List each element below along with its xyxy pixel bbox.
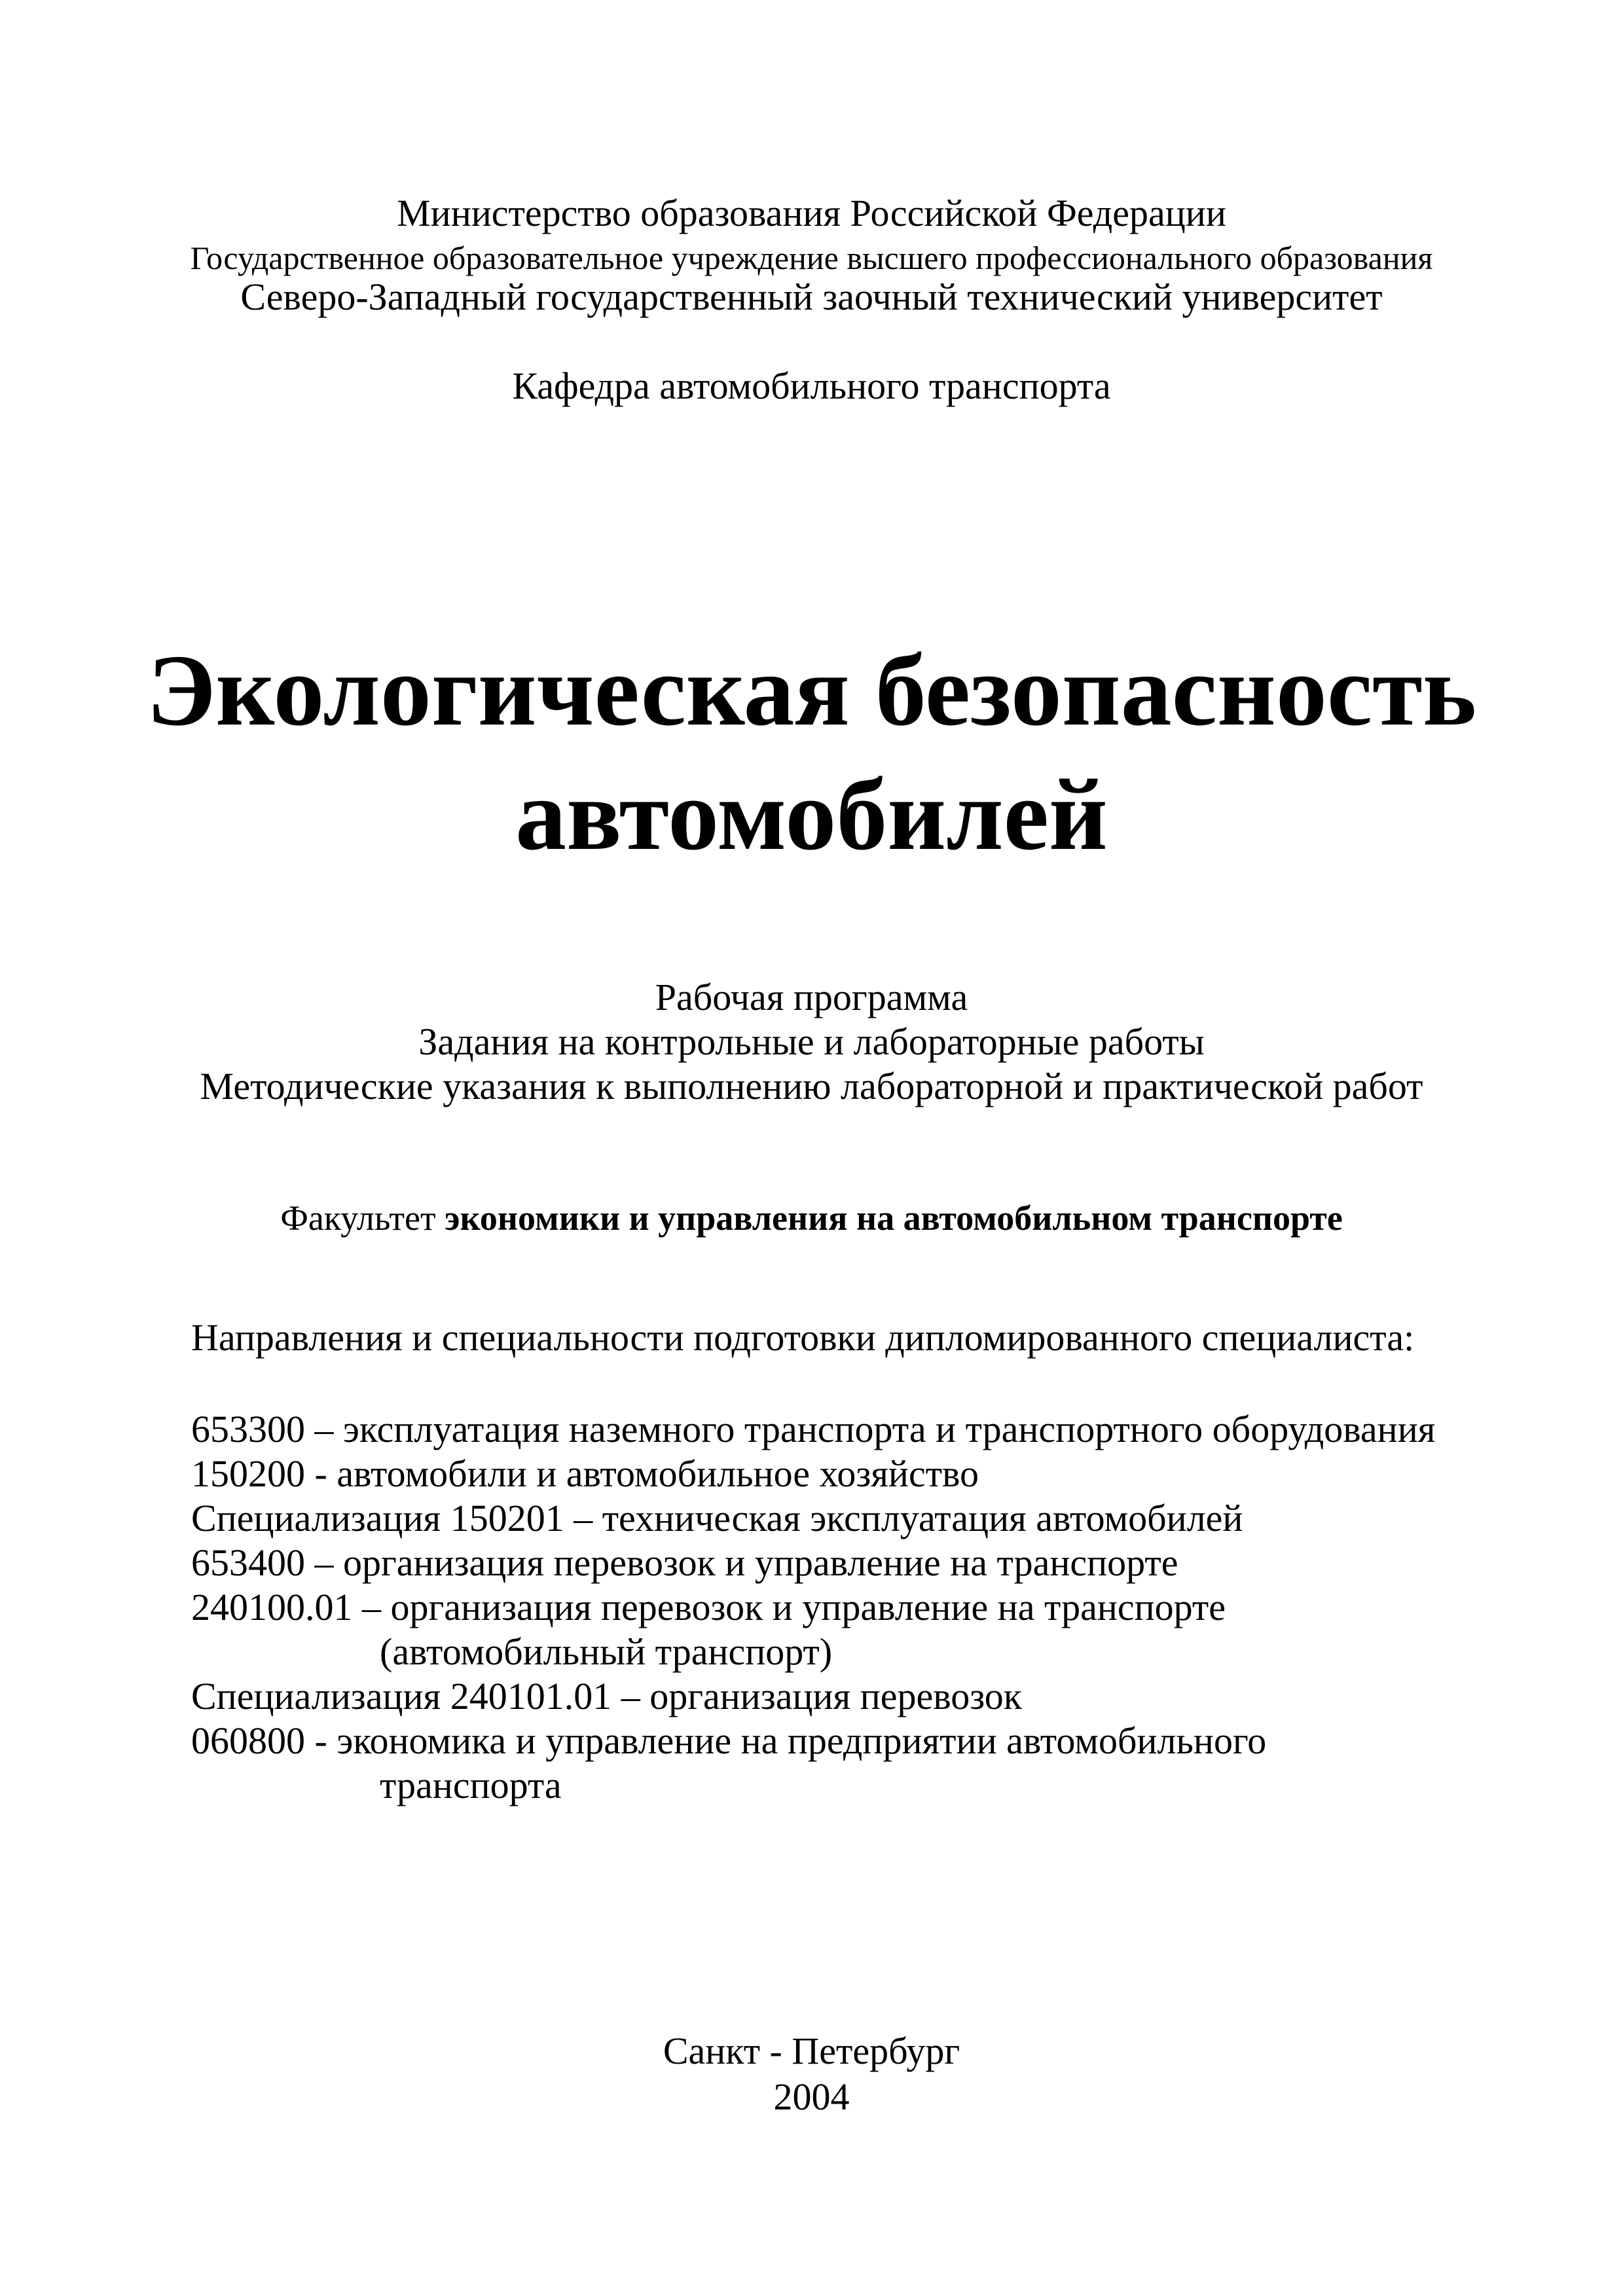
direction-item-150200: 150200 - автомобили и автомобильное хозяйство xyxy=(191,1452,979,1495)
ministry-name: Министерство образования Российской Федерации xyxy=(397,192,1226,234)
subtitle-assignments: Задания на контрольные и лабораторные работы xyxy=(418,1020,1205,1063)
direction-item-150201: Специализация 150201 – техническая эксплуатация автомобилей xyxy=(191,1497,1243,1539)
publication-year: 2004 xyxy=(773,2075,850,2118)
faculty-prefix: Факультет xyxy=(280,1198,445,1238)
department-name: Кафедра автомобильного транспорта xyxy=(512,365,1111,407)
direction-item-060800-continuation: транспорта xyxy=(380,1764,562,1806)
subtitle-work-program: Рабочая программа xyxy=(655,976,968,1018)
direction-item-653400: 653400 – организация перевозок и управление на транспорте xyxy=(191,1541,1178,1584)
directions-heading: Направления и специальности подготовки дипломированного специалиста: xyxy=(191,1316,1415,1359)
university-name: Северо-Западный государственный заочный технический университет xyxy=(240,276,1383,318)
document-title-line-1: Экологическая безопасность xyxy=(146,634,1477,747)
document-title-line-2: автомобилей xyxy=(515,758,1108,871)
faculty-line xyxy=(0,1198,1623,1238)
publication-city: Санкт - Петербург xyxy=(663,2030,960,2072)
direction-item-653300: 653300 – эксплуатация наземного транспорта и транспортного оборудования xyxy=(191,1408,1436,1450)
direction-item-060800: 060800 - экономика и управление на предприятии автомобильного xyxy=(191,1719,1267,1762)
direction-item-240101-01: Специализация 240101.01 – организация перевозок xyxy=(191,1675,1022,1717)
faculty-name: экономики и управления на автомобильном транспорте xyxy=(445,1198,1343,1238)
institution-name: Государственное образовательное учреждение высшего профессионального образования xyxy=(190,240,1433,276)
subtitle-guidelines: Методические указания к выполнению лабораторной и практической работ xyxy=(200,1065,1423,1107)
direction-item-240100-01: 240100.01 – организация перевозок и управление на транспорте xyxy=(191,1586,1226,1628)
direction-item-240100-01-continuation: (автомобильный транспорт) xyxy=(380,1630,833,1673)
